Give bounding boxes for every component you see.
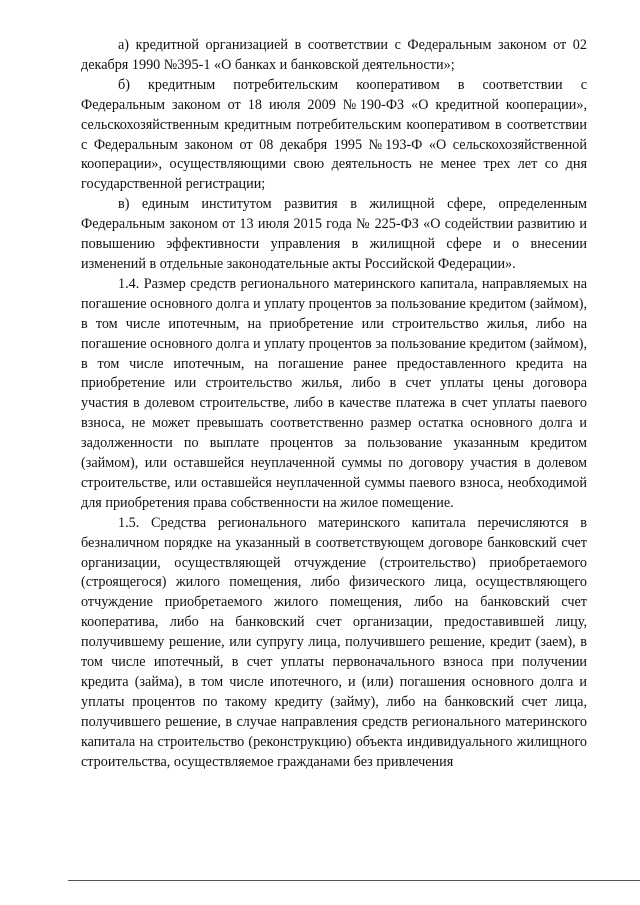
paragraph-item-v: в) единым институтом развития в жилищной сфере, определенным Федеральным законом от 13 июля 2015 года № 225-ФЗ «О содействии развитию и повышению эффективности управления в жилищной сфере и о внесении изменений в отдельные законодательные акты Российской Федерации».	[81, 196, 587, 272]
document-body	[81, 36, 587, 773]
paragraph-clause-1-5: 1.5. Средства регионального материнского капитала перечисляются в безналичном порядке на указанный в соответствующем договоре банковский счет организации, осуществляющей отчуждение (строительство) приобретаемого (строящегося) жилого помещения, либо физического лица, осуществляющего отчуждение приобретаемого жилого помещения, либо на банковский счет кооператива, либо на банковский счет организации, предоставившей лицу, получившему решение, или супругу лица, получившего решение, кредит (заем), в том числе ипотечный, в счет уплаты первоначального взноса при получении кредита (займа), в том числе ипотечного, и (или) погашения основного долга и уплаты процентов по такому кредиту (займу), либо на банковский счет лица, получившего решение, в случае направления средств регионального материнского капитала на строительство (реконструкцию) объекта индивидуального жилищного строительства, осуществляемое гражданами без привлечения	[81, 514, 587, 770]
paragraph-clause-1-4: 1.4. Размер средств регионального материнского капитала, направляемых на погашение основного долга и уплату процентов за пользование кредитом (займом), в том числе ипотечным, на приобретение или строительство жилья, либо на погашение основного долга и уплату процентов за пользование кредитом (займом), в том числе ипотечным, на погашение ранее предоставленного кредита на приобретение или строительство жилья, либо в счет уплаты цены договора участия в долевом строительстве, либо в качестве платежа в счет уплаты паевого взноса, не может превышать соответственно размер остатка основного долга и задолженности по выплате процентов за пользование указанным кредитом (займом), или оставшейся неуплаченной суммы по договору участия в долевом строительстве, или оставшейся неуплаченной суммы паевого взноса, необходимой для приобретения права собственности на жилое помещение.	[81, 275, 587, 511]
paragraph-item-b: б) кредитным потребительским кооперативом в соответствии с Федеральным законом от 18 июля 2009 №190-ФЗ «О кредитной кооперации», сельскохозяйственным кредитным потребительским кооперативом в соответствии с Федеральным законом от 08 декабря 1995 №193-Ф «О сельскохозяйственной кооперации», осуществляющими свою деятельность не менее трех лет со дня государственной регистрации;	[81, 76, 587, 193]
page-bottom-divider	[68, 880, 640, 881]
paragraph-item-a: а) кредитной организацией в соответствии с Федеральным законом от 02 декабря 1990 №395-1 «О банках и банковской деятельности»;	[81, 37, 587, 73]
